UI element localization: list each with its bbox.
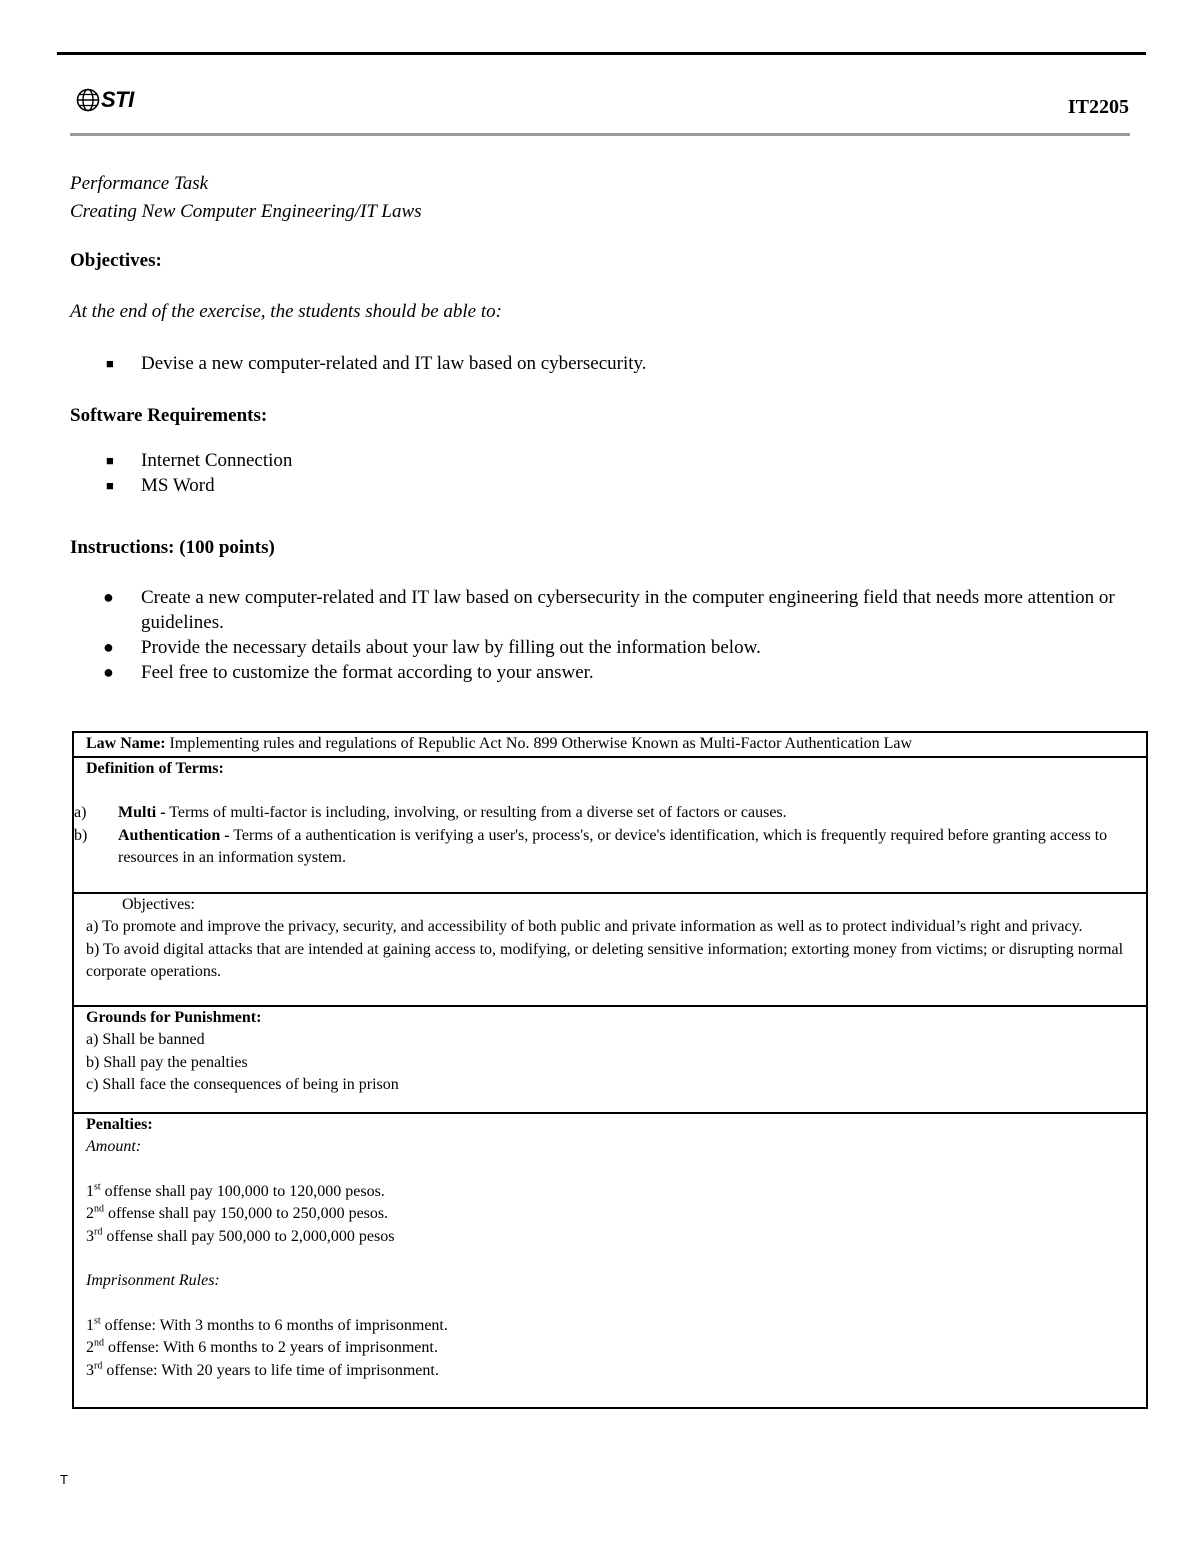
bullet-icon: ■ [106,453,114,468]
course-code: IT2205 [1067,96,1129,118]
objective-item: b) To avoid digital attacks that are intended at gaining access to, modifying, or deleting sensitive information; extorting money from victims; or disrupting normal corporate operations. [86,940,1124,980]
sti-logo [76,86,134,114]
imprisonment-item: 3rd offense: With 20 years to life time of imprisonment. [86,1360,439,1379]
top-rule [57,52,1146,55]
task-type: Performance Task [70,173,209,194]
list-item: ■ MS Word [106,475,215,496]
definitions-row [74,758,1146,894]
bullet-icon: ■ [106,478,114,493]
penalties-heading: Penalties: [86,1115,153,1133]
amount-label: Amount: [86,1138,142,1155]
definition-item: b) Authentication - Terms of a authentication is verifying a user's, process's, or device's identification, which is frequently required before granting access to resources in an information system. [74,826,1108,866]
imprisonment-item: 1st offense: With 3 months to 6 months of imprisonment. [86,1315,448,1334]
imprisonment-label: Imprisonment Rules: [86,1272,220,1289]
law-table [72,731,1148,1409]
instructions-heading: Instructions: (100 points) [70,537,275,558]
bullet-icon: ■ [106,356,114,371]
list-item: ■ Internet Connection [106,450,293,471]
objectives-intro: At the end of the exercise, the students should be able to: [70,301,502,322]
law-name-label: Law Name: [86,735,166,752]
ground-item: c) Shall face the consequences of being in prison [86,1076,399,1093]
ground-item: a) Shall be banned [86,1031,205,1048]
bullet-icon: ● [103,587,114,607]
ground-item: b) Shall pay the penalties [86,1053,248,1071]
task-title: Creating New Computer Engineering/IT Laws [70,201,422,222]
table-objectives-heading: Objectives: [122,895,195,913]
instructions-list [70,585,1140,685]
law-name-row [74,733,1146,758]
list-item: ■ Devise a new computer-related and IT law based on cybersecurity. [106,353,647,374]
imprisonment-item: 2nd offense: With 6 months to 2 years of imprisonment. [86,1337,438,1356]
bullet-icon: ● [103,662,114,682]
grounds-heading: Grounds for Punishment: [86,1008,262,1026]
objectives-list [70,351,1140,376]
amount-item: 3rd offense shall pay 500,000 to 2,000,000 pesos [86,1226,395,1245]
list-item: ● Provide the necessary details about your law by filling out the information below. [103,637,761,658]
globe-icon [76,88,100,112]
law-name-value: Implementing rules and regulations of Republic Act No. 899 Otherwise Known as Multi-Factor Authentication Law [165,735,913,752]
definition-item: a) Multi - Terms of multi-factor is including, involving, or resulting from a diverse set of factors or causes. [74,804,787,821]
objectives-heading: Objectives: [70,250,162,271]
footer-mark: T [60,1472,68,1487]
grounds-row [74,1007,1146,1114]
list-item: ● Feel free to customize the format according to your answer. [103,662,594,683]
objective-item: a) To promote and improve the privacy, security, and accessibility of both public and private information as well as to protect individual’s right and privacy. [86,918,1083,935]
document-body [70,170,1140,685]
logo-text: STI [101,87,134,112]
amount-item: 2nd offense shall pay 150,000 to 250,000 pesos. [86,1203,389,1222]
definitions-heading: Definition of Terms: [86,759,224,777]
bullet-icon: ● [103,637,114,657]
objectives-row [74,894,1146,1007]
header-rule [70,133,1130,136]
software-heading: Software Requirements: [70,405,268,426]
software-list [70,448,1140,498]
list-item: ● Create a new computer-related and IT law based on cybersecurity in the computer engineering field that needs more attention or guidelines. [103,587,1115,633]
penalties-row [74,1114,1146,1407]
amount-item: 1st offense shall pay 100,000 to 120,000 pesos. [86,1181,385,1200]
